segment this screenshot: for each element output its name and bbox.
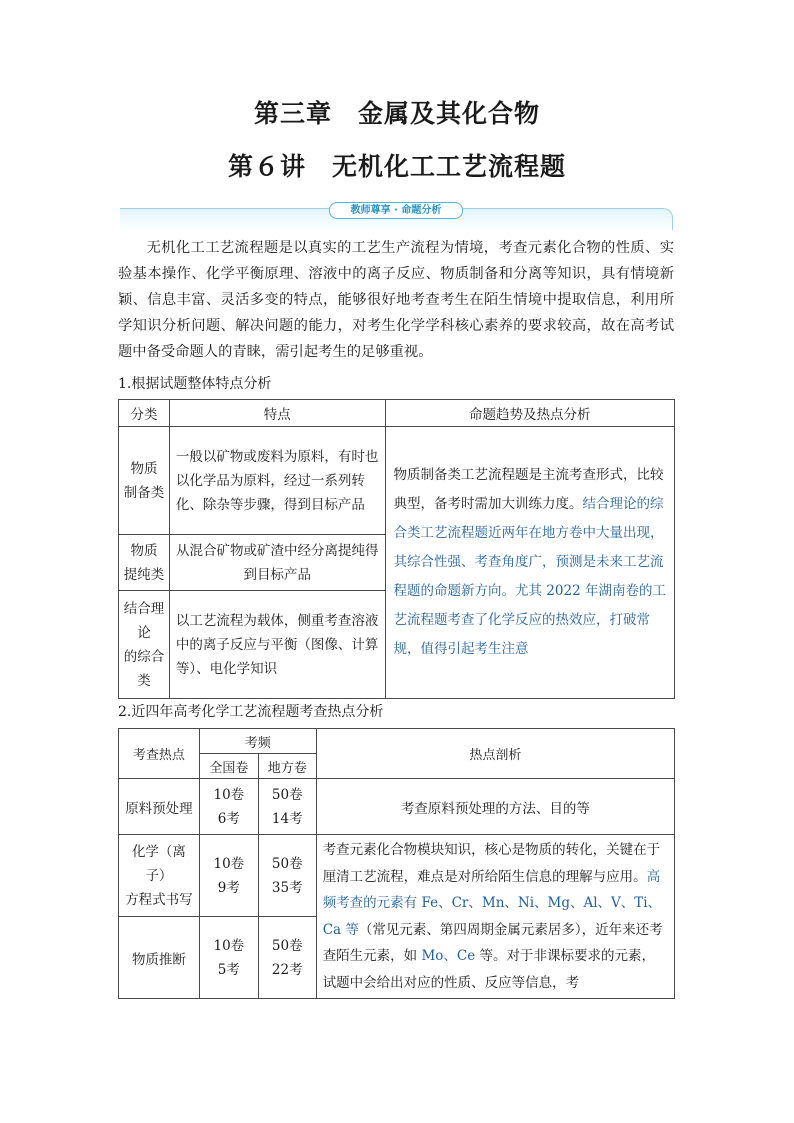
hotspot-cell: 化学（离 子） 方程式书写 xyxy=(119,835,200,917)
header-category: 分类 xyxy=(119,400,170,427)
header-feature: 特点 xyxy=(169,400,385,427)
feature-cell: 以工艺流程为载体，侧重考查溶液中的离子反应与平衡（图像、计算等）、电化学知识 xyxy=(169,591,385,699)
category-cell: 物质 提纯类 xyxy=(119,535,170,591)
header-trend: 命题趋势及热点分析 xyxy=(385,400,674,427)
trend-analysis-cell: 物质制备类工艺流程题是主流考查形式，比较典型，备考时需加大训练力度。结合理论的综合类工艺流程题近两年在地方卷中大量出现，其综合性强、考查角度广，预测是未来工艺流程题的命题新方向。尤其 2022 年湖南卷的工艺流程题考查了化学反应的热效应，打破常规，值得引起考生注意 xyxy=(385,427,674,699)
table-header-row xyxy=(119,729,675,754)
hotspot-cell: 原料预处理 xyxy=(119,779,200,835)
lesson-title: 第６讲 无机化工工艺流程题 xyxy=(227,152,566,181)
header-local: 地方卷 xyxy=(258,754,316,779)
chapter-title: 第三章 金属及其化合物 xyxy=(253,99,540,128)
national-freq-cell: 10卷 9考 xyxy=(199,835,258,917)
table-row xyxy=(119,427,675,535)
category-cell: 结合理 论 的综合 类 xyxy=(119,591,170,699)
table-header-row xyxy=(119,400,675,427)
header-frequency: 考频 xyxy=(199,729,316,754)
hotspot-cell: 物质推断 xyxy=(119,917,200,999)
section1-heading: 1.根据试题整体特点分析 xyxy=(118,376,272,392)
table-row xyxy=(119,835,675,917)
header-analysis: 热点剖析 xyxy=(316,729,674,779)
local-freq-cell: 50卷 22考 xyxy=(258,917,316,999)
national-freq-cell: 10卷 5考 xyxy=(199,917,258,999)
feature-analysis-table xyxy=(118,399,675,699)
local-freq-cell: 50卷 35考 xyxy=(258,835,316,917)
teacher-banner-label: 教师尊享 · 命题分析 xyxy=(329,202,463,219)
feature-cell: 一般以矿物或废料为原料，有时也以化学品为原料，经过一系列转化、除杂等步骤，得到目标产品 xyxy=(169,427,385,535)
table-row xyxy=(119,779,675,835)
intro-paragraph: 无机化工工艺流程题是以真实的工艺生产流程为情境，考查元素化合物的性质、实验基本操作、化学平衡原理、溶液中的离子反应、物质制备和分离等知识，具有情境新颖、信息丰富、灵活多变的特点，能够很好地考查考生在陌生情境中提取信息，利用所学知识分析问题、解决问题的能力，对考生化学学科核心素养的要求较高，故在高考试题中备受命题人的青睐，需引起考生的足够重视。 xyxy=(118,240,674,360)
national-freq-cell: 10卷 6考 xyxy=(199,779,258,835)
analysis-cell: 考查原料预处理的方法、目的等 xyxy=(316,779,674,835)
section2-heading: 2.近四年高考化学工艺流程题考查热点分析 xyxy=(118,704,384,720)
shared-analysis-cell: 考查元素化合物模块知识，核心是物质的转化，关键在于厘清工艺流程，难点是对所给陌生信息的理解与应用。高频考查的元素有 Fe、Cr、Mn、Ni、Mg、Al、V、Ti、Ca 等（常见元素、第四周期金属元素居多），近年来还考查陌生元素，如 Mo、Ce 等。对于非课标要求的元素，试题中会给出对应的性质、反应等信息，考 xyxy=(316,835,674,999)
hotspot-analysis-table xyxy=(118,728,675,999)
local-freq-cell: 50卷 14考 xyxy=(258,779,316,835)
category-cell: 物质 制备类 xyxy=(119,427,170,535)
header-hotspot: 考查热点 xyxy=(119,729,200,779)
feature-cell: 从混合矿物或矿渣中经分离提纯得到目标产品 xyxy=(169,535,385,591)
header-national: 全国卷 xyxy=(199,754,258,779)
